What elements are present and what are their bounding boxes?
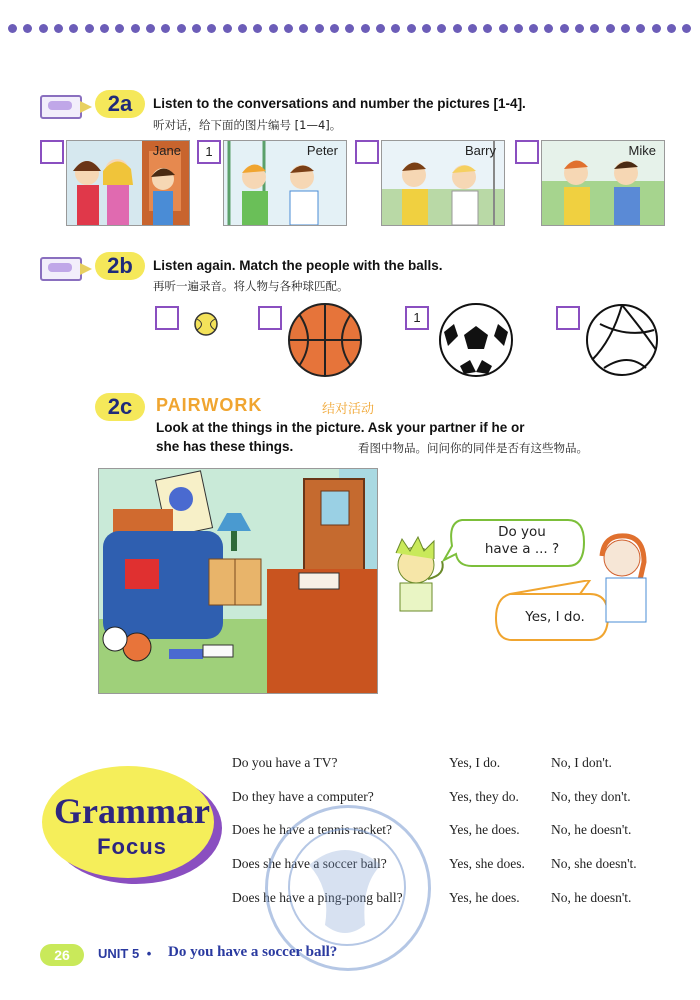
question-bubble-line2: have a ... ? <box>484 541 560 557</box>
ball-box-2[interactable] <box>258 306 282 330</box>
grammar-yes-1: Yes, I do. <box>449 755 501 770</box>
instruction-2a-cn: 听对话，给下面的图片编号 [1—4]。 <box>153 118 342 132</box>
number-box-2[interactable]: 1 <box>197 140 221 164</box>
cassette-icon-2b[interactable] <box>40 257 82 281</box>
instruction-2b-cn: 再听一遍录音。将人物与各种球匹配。 <box>153 279 349 293</box>
grammar-title: Grammar <box>54 791 210 831</box>
footer-separator: • <box>146 946 152 961</box>
focus-title: Focus <box>97 834 167 859</box>
grammar-no-5: No, he doesn't. <box>551 890 632 905</box>
badge-2a: 2a <box>95 90 145 118</box>
instruction-2a: Listen to the conversations and number the pictures [1-4]. <box>153 96 526 111</box>
grammar-question-5: Does he have a ping-pong ball? <box>232 890 403 905</box>
pairwork-title: PAIRWORK <box>156 395 263 415</box>
picture-label-barry: Barry <box>464 143 496 158</box>
question-bubble-line1: Do you <box>498 524 546 540</box>
grammar-question-2: Do they have a computer? <box>232 789 374 804</box>
grammar-no-3: No, he doesn't. <box>551 822 632 837</box>
grammar-question-3: Does he have a tennis racket? <box>232 822 393 837</box>
badge-2b: 2b <box>95 252 145 280</box>
pairwork-title-cn: 结对活动 <box>322 402 375 417</box>
instruction-2c-line1: Look at the things in the picture. Ask your partner if he or <box>156 420 525 435</box>
footer-unit: UNIT 5 <box>98 946 140 961</box>
picture-mike <box>541 140 665 226</box>
number-box-4[interactable] <box>515 140 539 164</box>
grammar-no-2: No, they don't. <box>551 789 631 804</box>
tennis-ball-icon <box>193 311 219 342</box>
footer-unit-label <box>98 946 151 961</box>
grammar-question-1: Do you have a TV? <box>232 755 338 770</box>
volleyball-icon <box>584 302 660 383</box>
grammar-yes-3: Yes, he does. <box>449 822 520 837</box>
ball-box-4[interactable] <box>556 306 580 330</box>
soccer-ball-icon <box>436 302 516 383</box>
badge-2c: 2c <box>95 393 145 421</box>
ball-box-3[interactable]: 1 <box>405 306 429 330</box>
picture-peter <box>223 140 347 226</box>
number-box-3[interactable] <box>355 140 379 164</box>
picture-jane <box>66 140 190 226</box>
grammar-yes-5: Yes, he does. <box>449 890 520 905</box>
grammar-no-1: No, I don't. <box>551 755 612 770</box>
cassette-icon-2a[interactable] <box>40 95 82 119</box>
picture-label-mike: Mike <box>628 143 656 158</box>
grammar-focus-badge <box>40 760 224 888</box>
ball-box-1[interactable] <box>155 306 179 330</box>
picture-label-jane: Jane <box>152 143 181 158</box>
picture-barry <box>381 140 505 226</box>
grammar-yes-4: Yes, she does. <box>449 856 525 871</box>
top-dot-border <box>8 24 692 38</box>
page-number: 26 <box>40 944 84 966</box>
instruction-2b: Listen again. Match the people with the balls. <box>153 258 443 273</box>
picture-label-peter: Peter <box>306 143 338 158</box>
girl-character-illustration <box>592 530 662 635</box>
instruction-2c-line2: she has these things. <box>156 439 294 454</box>
answer-bubble-text: Yes, I do. <box>525 609 585 625</box>
grammar-no-4: No, she doesn't. <box>551 856 637 871</box>
grammar-question-4: Does she have a soccer ball? <box>232 856 387 871</box>
footer-unit-title: Do you have a soccer ball? <box>168 944 338 960</box>
boy-character-illustration <box>388 535 448 620</box>
grammar-yes-2: Yes, they do. <box>449 789 519 804</box>
basketball-icon <box>287 302 363 383</box>
number-box-1[interactable] <box>40 140 64 164</box>
bedroom-illustration <box>98 468 378 694</box>
instruction-2c-cn: 看图中物品。问问你的同伴是否有这些物品。 <box>358 441 588 455</box>
